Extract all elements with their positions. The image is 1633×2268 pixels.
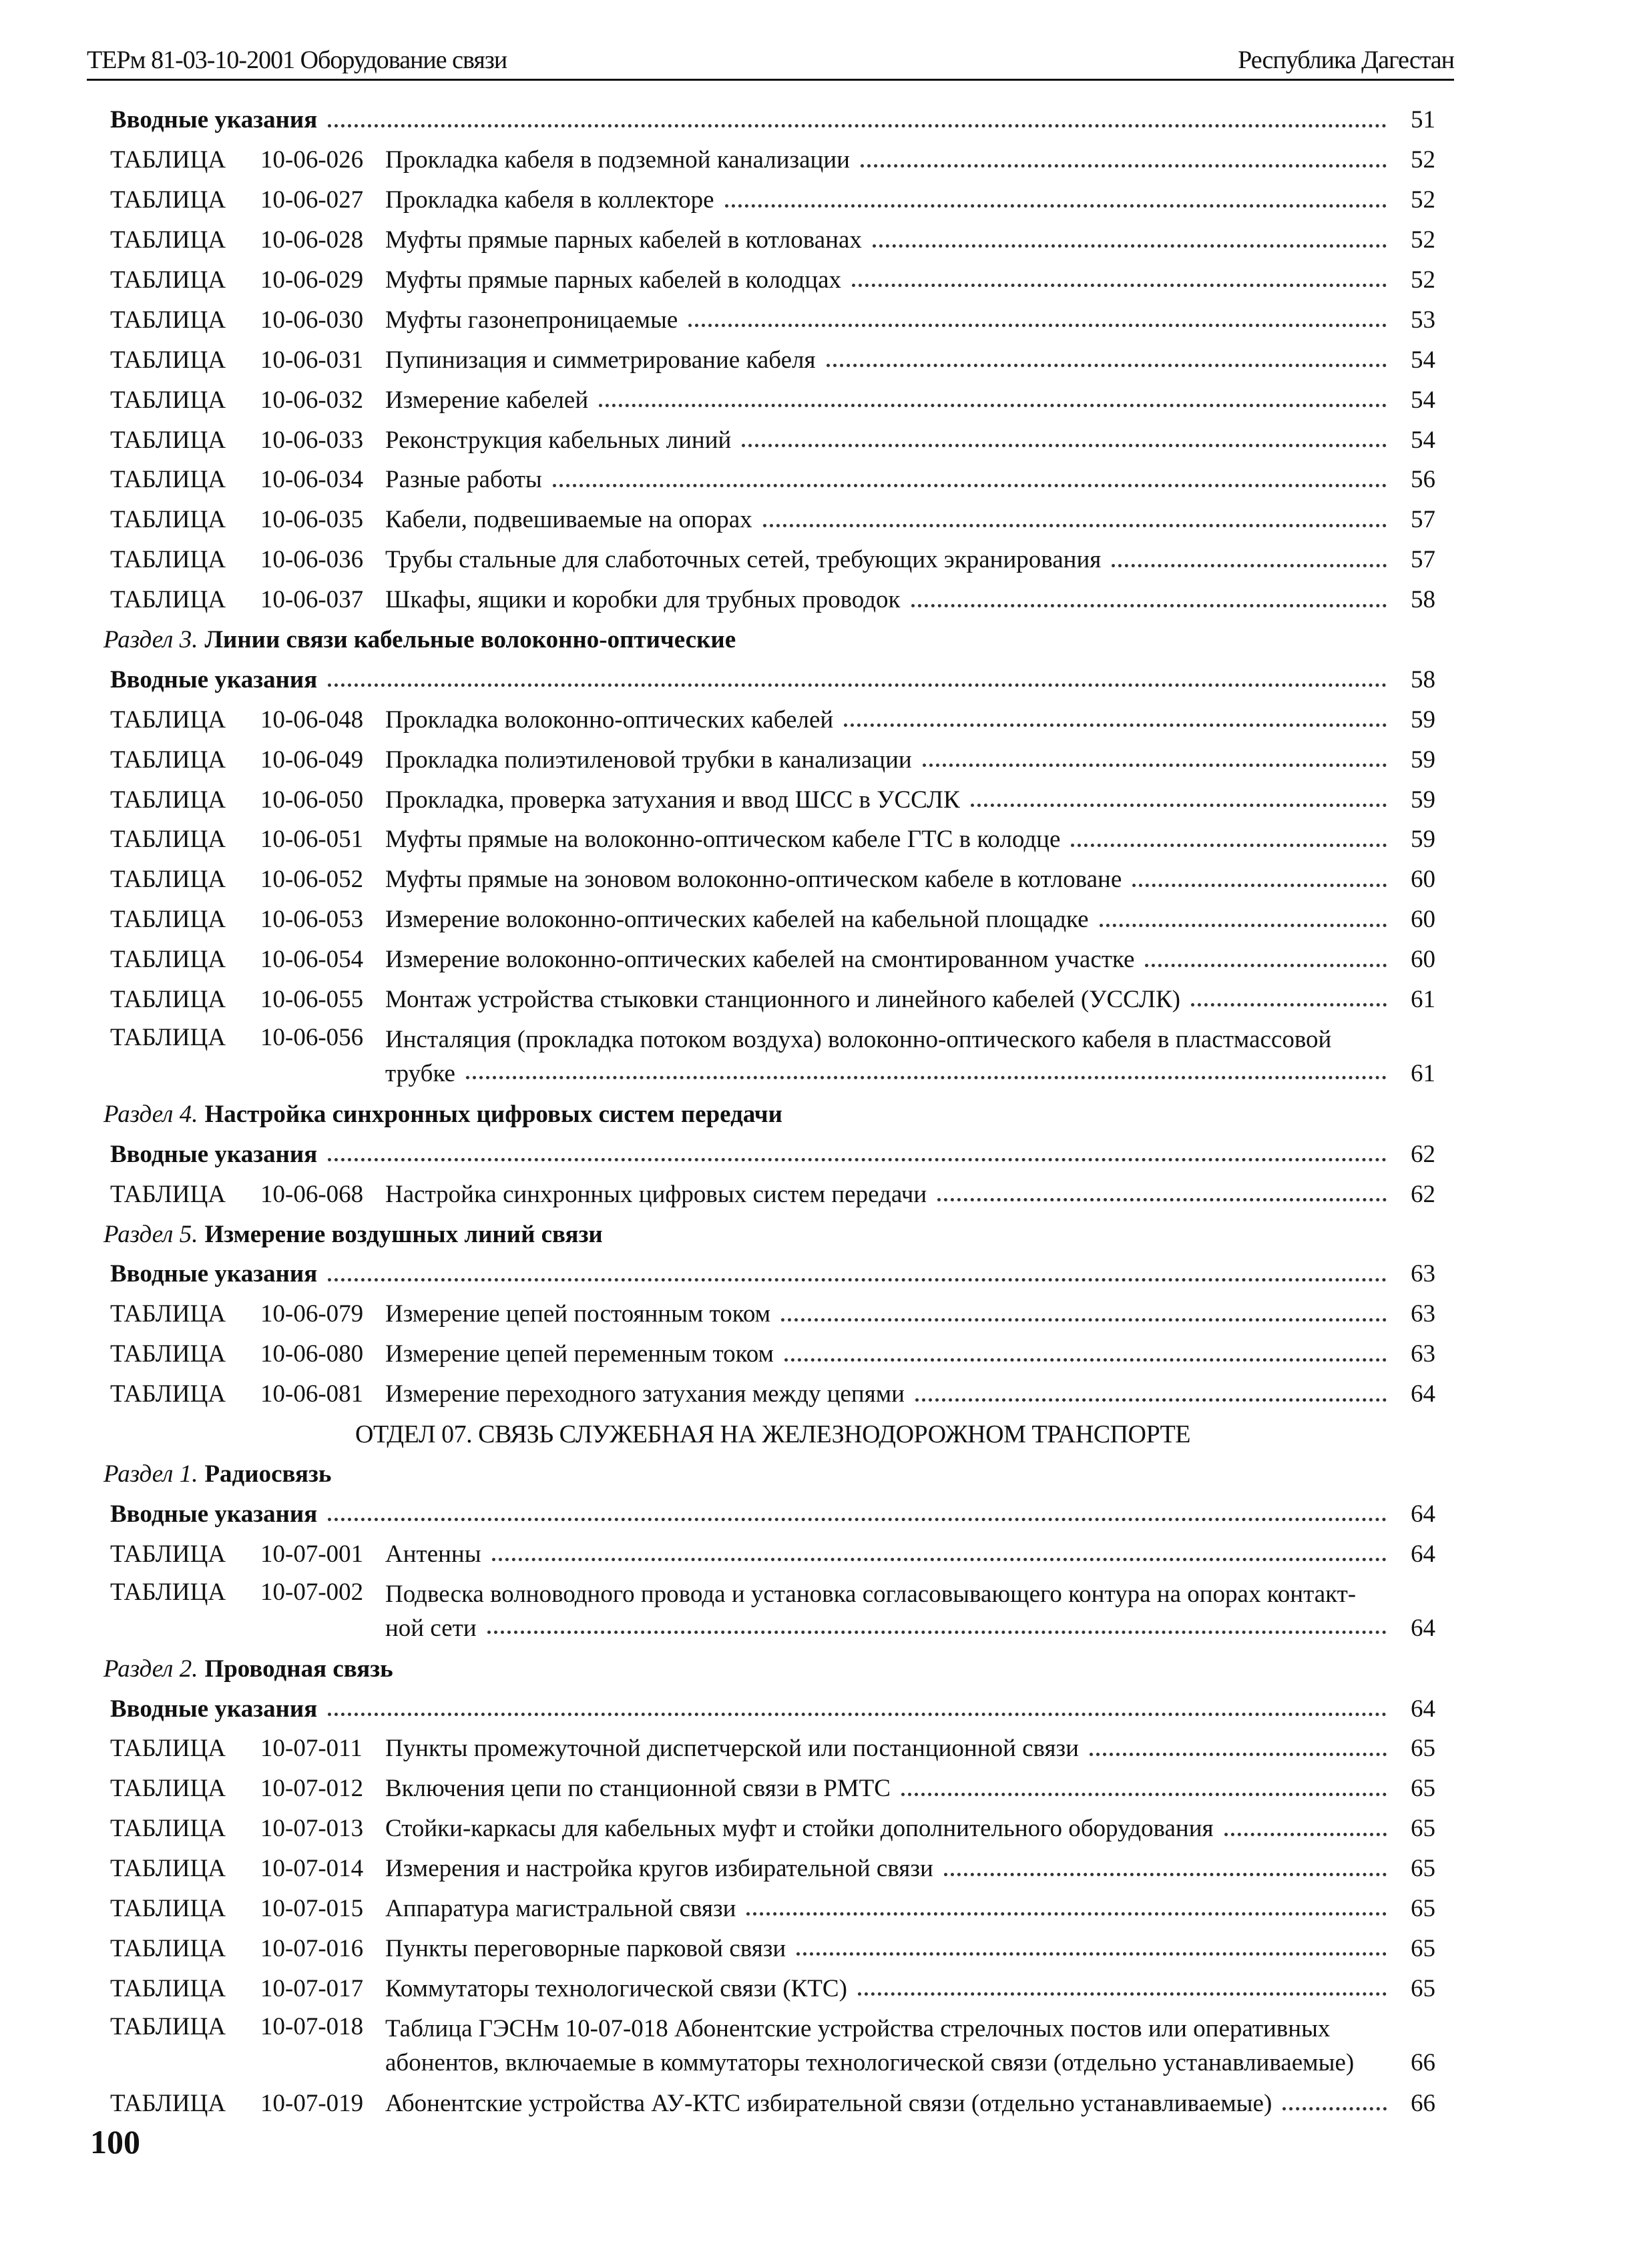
table-label: ТАБЛИЦА <box>110 186 226 214</box>
dot-leader <box>911 604 1387 607</box>
page-ref: 53 <box>1411 306 1435 334</box>
toc-table-row[interactable] <box>110 340 1435 380</box>
dot-leader <box>827 364 1387 367</box>
page-ref: 56 <box>1411 466 1435 494</box>
table-title: Пункты промежуточной диспетчерской или постанционной связи <box>385 1735 1079 1763</box>
dot-leader <box>688 324 1387 327</box>
table-number: 10-06-037 <box>260 586 364 614</box>
table-label: ТАБЛИЦА <box>110 1380 226 1408</box>
dot-leader <box>487 1631 1387 1634</box>
table-title-block <box>385 1578 1435 1645</box>
table-number: 10-06-028 <box>260 226 364 254</box>
toc-table-row[interactable] <box>110 220 1435 260</box>
dot-leader <box>861 164 1387 168</box>
toc-table-row[interactable] <box>110 140 1435 180</box>
toc-intro-row[interactable] <box>110 1254 1435 1294</box>
table-label: ТАБЛИЦА <box>110 786 226 814</box>
table-title: Пункты переговорные парковой связи <box>385 1934 786 1962</box>
table-title: Муфты газонепроницаемые <box>385 306 678 334</box>
table-number: 10-06-051 <box>260 826 364 854</box>
page-ref: 66 <box>1411 2089 1435 2117</box>
page-ref: 64 <box>1411 1500 1435 1528</box>
toc-table-row[interactable] <box>110 380 1435 420</box>
table-title: Муфты прямые парных кабелей в котлованах <box>385 226 862 254</box>
table-title: Прокладка волоконно-оптических кабелей <box>385 705 834 734</box>
dot-leader <box>1100 924 1387 927</box>
page-ref: 60 <box>1411 866 1435 894</box>
dot-leader <box>971 804 1387 807</box>
section-heading <box>103 1094 1435 1134</box>
page-ref: 62 <box>1411 1140 1435 1168</box>
toc-table-row[interactable] <box>110 1968 1435 2008</box>
toc-intro-row[interactable] <box>110 1134 1435 1174</box>
table-title-block <box>385 2012 1435 2079</box>
page-ref: 62 <box>1411 1180 1435 1208</box>
table-label: ТАБЛИЦА <box>110 906 226 934</box>
section-label: Раздел 1. <box>103 1460 198 1488</box>
table-title: Стойки-каркасы для кабельных муфт и стойки дополнительного оборудования <box>385 1815 1214 1843</box>
toc-table-row[interactable] <box>110 1809 1435 1849</box>
section-heading <box>103 1649 1435 1689</box>
dot-leader <box>1112 564 1387 567</box>
table-number: 10-06-080 <box>260 1340 364 1368</box>
page-ref: 64 <box>1411 1695 1435 1723</box>
dot-leader <box>1132 884 1387 887</box>
table-title: Трубы стальные для слаботочных сетей, требующих экранирования <box>385 546 1102 574</box>
table-of-contents <box>103 100 1435 2123</box>
toc-table-row[interactable] <box>110 420 1435 460</box>
table-label: ТАБЛИЦА <box>110 506 226 534</box>
table-number: 10-06-053 <box>260 906 364 934</box>
table-title-line2: ной сети <box>385 1614 477 1642</box>
table-title: Прокладка полиэтиленовой трубки в канализации <box>385 746 912 774</box>
dot-leader <box>466 1076 1387 1079</box>
page-ref: 64 <box>1411 1540 1435 1568</box>
toc-table-row[interactable] <box>110 980 1435 1020</box>
dot-leader <box>858 1992 1387 1996</box>
table-label: ТАБЛИЦА <box>110 986 226 1014</box>
dot-leader <box>328 1278 1387 1282</box>
table-number: 10-06-052 <box>260 866 364 894</box>
table-title: Включения цепи по станционной связи в РМТС <box>385 1775 891 1803</box>
table-label: ТАБЛИЦА <box>110 705 226 734</box>
table-title: Измерение цепей постоянным током <box>385 1300 771 1328</box>
toc-table-row[interactable] <box>110 1849 1435 1889</box>
dot-leader <box>937 1198 1387 1201</box>
page-ref: 52 <box>1411 226 1435 254</box>
table-number: 10-06-027 <box>260 186 364 214</box>
page-ref: 59 <box>1411 705 1435 734</box>
page-ref: 54 <box>1411 426 1435 454</box>
table-label: ТАБЛИЦА <box>110 306 226 334</box>
intro-title: Вводные указания <box>110 106 318 134</box>
page-ref: 65 <box>1411 1735 1435 1763</box>
table-title-block <box>385 1023 1435 1090</box>
table-number: 10-07-019 <box>260 2089 364 2117</box>
table-title: Инсталяция (прокладка потоком воздуха) волоконно-оптического кабеля в пластмассовой <box>385 1026 1332 1054</box>
page-ref: 65 <box>1411 1894 1435 1922</box>
table-label: ТАБЛИЦА <box>110 2013 226 2041</box>
section-title: Линии связи кабельные волоконно-оптические <box>204 626 736 654</box>
page-ref: 65 <box>1411 1974 1435 2002</box>
table-title: Прокладка, проверка затухания и ввод ШСС в УССЛК <box>385 786 960 814</box>
table-number: 10-06-034 <box>260 466 364 494</box>
table-title: Измерение переходного затухания между цепями <box>385 1380 905 1408</box>
intro-title: Вводные указания <box>110 1500 318 1528</box>
dot-leader <box>599 404 1387 407</box>
table-title: Измерение кабелей <box>385 386 589 414</box>
table-title: Настройка синхронных цифровых систем передачи <box>385 1180 927 1208</box>
toc-table-row[interactable] <box>110 1334 1435 1374</box>
table-number: 10-06-032 <box>260 386 364 414</box>
page-ref: 58 <box>1411 586 1435 614</box>
table-number: 10-07-012 <box>260 1775 364 1803</box>
dot-leader <box>915 1398 1387 1402</box>
table-title: Антенны <box>385 1540 481 1568</box>
dot-leader <box>873 244 1387 248</box>
table-label: ТАБЛИЦА <box>110 1775 226 1803</box>
toc-table-row[interactable] <box>110 699 1435 740</box>
table-title: Пупинизация и симметрирование кабеля <box>385 346 816 374</box>
table-title: Таблица ГЭСНм 10-07-018 Абонентские устройства стрелочных постов или оперативных <box>385 2015 1331 2043</box>
table-number: 10-07-001 <box>260 1540 364 1568</box>
section-label: Раздел 4. <box>103 1100 198 1128</box>
toc-table-row[interactable] <box>110 1574 1435 1649</box>
table-number: 10-06-081 <box>260 1380 364 1408</box>
page-ref: 54 <box>1411 386 1435 414</box>
table-number: 10-06-033 <box>260 426 364 454</box>
dot-leader <box>328 1713 1387 1716</box>
page-ref: 54 <box>1411 346 1435 374</box>
page-ref: 63 <box>1411 1300 1435 1328</box>
table-number: 10-06-050 <box>260 786 364 814</box>
table-number: 10-06-056 <box>260 1024 364 1052</box>
toc-table-row[interactable] <box>110 1889 1435 1929</box>
toc-table-row[interactable] <box>110 500 1435 540</box>
page-ref: 65 <box>1411 1815 1435 1843</box>
table-title: Прокладка кабеля в подземной канализации <box>385 146 850 174</box>
page-ref: 61 <box>1411 1059 1435 1087</box>
toc-table-row[interactable] <box>110 2008 1435 2083</box>
section-heading <box>103 1454 1435 1494</box>
toc-table-row[interactable] <box>110 1769 1435 1809</box>
table-title-continued <box>385 1611 1435 1645</box>
table-number: 10-06-068 <box>260 1180 364 1208</box>
toc-table-row[interactable] <box>110 780 1435 820</box>
toc-table-row[interactable] <box>110 2083 1435 2123</box>
table-number: 10-07-018 <box>260 2013 364 2041</box>
dot-leader <box>1090 1753 1387 1756</box>
toc-table-row[interactable] <box>110 740 1435 780</box>
table-number: 10-06-048 <box>260 705 364 734</box>
toc-table-row[interactable] <box>110 1729 1435 1769</box>
dot-leader <box>852 284 1387 287</box>
page-ref: 52 <box>1411 266 1435 294</box>
header-document-code: ТЕРм 81-03-10-2001 Оборудование связи <box>87 46 507 74</box>
dot-leader <box>328 683 1387 687</box>
dot-leader <box>796 1952 1387 1956</box>
page-ref: 65 <box>1411 1775 1435 1803</box>
dot-leader <box>553 484 1387 487</box>
table-title: Измерение цепей переменным током <box>385 1340 774 1368</box>
page-ref: 65 <box>1411 1934 1435 1962</box>
table-title-line2: абонентов, включаемые в коммутаторы технологической связи (отдельно устанавливаемые) <box>385 2048 1355 2076</box>
table-number: 10-07-013 <box>260 1815 364 1843</box>
table-number: 10-06-031 <box>260 346 364 374</box>
page-ref: 60 <box>1411 946 1435 974</box>
dot-leader <box>725 204 1387 208</box>
table-title-continued <box>385 2046 1435 2079</box>
toc-intro-row[interactable] <box>110 1494 1435 1534</box>
section-title: Настройка синхронных цифровых систем передачи <box>204 1100 782 1128</box>
section-title: Проводная связь <box>204 1655 393 1683</box>
table-label: ТАБЛИЦА <box>110 1855 226 1883</box>
toc-table-row[interactable] <box>110 820 1435 860</box>
table-label: ТАБЛИЦА <box>110 2089 226 2117</box>
table-label: ТАБЛИЦА <box>110 226 226 254</box>
dot-leader <box>328 124 1387 127</box>
table-title: Разные работы <box>385 466 542 494</box>
table-label: ТАБЛИЦА <box>110 746 226 774</box>
toc-table-row[interactable] <box>110 1374 1435 1414</box>
table-label: ТАБЛИЦА <box>110 1815 226 1843</box>
toc-table-row[interactable] <box>110 300 1435 340</box>
dot-leader <box>742 444 1387 447</box>
table-label: ТАБЛИЦА <box>110 1300 226 1328</box>
table-title-line2: трубке <box>385 1059 455 1087</box>
dot-leader <box>746 1912 1387 1916</box>
header-region: Республика Дагестан <box>1238 46 1454 74</box>
dot-leader <box>781 1318 1387 1322</box>
page-ref: 59 <box>1411 746 1435 774</box>
intro-title: Вводные указания <box>110 665 318 693</box>
table-title: Абонентские устройства АУ-КТС избирательной связи (отдельно устанавливаемые) <box>385 2089 1272 2117</box>
table-title: Аппаратура магистральной связи <box>385 1894 736 1922</box>
table-label: ТАБЛИЦА <box>110 1934 226 1962</box>
page-ref: 61 <box>1411 986 1435 1014</box>
running-header <box>87 41 1454 81</box>
dot-leader <box>1191 1003 1387 1007</box>
table-number: 10-06-054 <box>260 946 364 974</box>
table-label: ТАБЛИЦА <box>110 1974 226 2002</box>
table-label: ТАБЛИЦА <box>110 466 226 494</box>
toc-table-row[interactable] <box>110 900 1435 940</box>
table-label: ТАБЛИЦА <box>110 1540 226 1568</box>
dot-leader <box>1282 2107 1387 2110</box>
table-label: ТАБЛИЦА <box>110 1340 226 1368</box>
table-title: Измерение волоконно-оптических кабелей на кабельной площадке <box>385 906 1089 934</box>
table-title-continued <box>385 1057 1435 1090</box>
page-ref: 66 <box>1411 2048 1435 2076</box>
table-label: ТАБЛИЦА <box>110 1735 226 1763</box>
dot-leader <box>923 764 1387 767</box>
table-number: 10-07-017 <box>260 1974 364 2002</box>
table-number: 10-06-030 <box>260 306 364 334</box>
table-label: ТАБЛИЦА <box>110 346 226 374</box>
table-title: Муфты прямые на волоконно-оптическом кабеле ГТС в колодце <box>385 826 1061 854</box>
table-title: Измерение волоконно-оптических кабелей на смонтированном участке <box>385 946 1135 974</box>
page-number: 100 <box>90 2123 140 2161</box>
table-number: 10-06-036 <box>260 546 364 574</box>
section-label: Раздел 3. <box>103 626 198 654</box>
table-label: ТАБЛИЦА <box>110 1579 226 1607</box>
table-number: 10-07-016 <box>260 1934 364 1962</box>
dot-leader <box>1224 1833 1387 1836</box>
toc-table-row[interactable] <box>110 940 1435 980</box>
page-ref: 51 <box>1411 106 1435 134</box>
table-number: 10-06-049 <box>260 746 364 774</box>
table-title: Измерения и настройка кругов избирательной связи <box>385 1855 933 1883</box>
table-label: ТАБЛИЦА <box>110 586 226 614</box>
dot-leader <box>763 524 1387 527</box>
section-heading <box>103 1214 1435 1254</box>
toc-table-row[interactable] <box>110 1294 1435 1334</box>
page-ref: 57 <box>1411 546 1435 574</box>
page-ref: 59 <box>1411 826 1435 854</box>
toc-table-row[interactable] <box>110 180 1435 220</box>
dot-leader <box>1071 844 1387 847</box>
table-number: 10-07-011 <box>260 1735 363 1763</box>
page-ref: 64 <box>1411 1614 1435 1642</box>
table-title: Подвеска волноводного провода и установка согласовывающего контура на опорах контакт- <box>385 1581 1357 1609</box>
table-label: ТАБЛИЦА <box>110 1894 226 1922</box>
table-title: Шкафы, ящики и коробки для трубных проводок <box>385 586 901 614</box>
dot-leader <box>844 724 1387 727</box>
section-label: Раздел 5. <box>103 1220 198 1248</box>
page-ref: 65 <box>1411 1855 1435 1883</box>
dot-leader <box>901 1793 1387 1796</box>
page-ref: 58 <box>1411 665 1435 693</box>
table-title: Муфты прямые парных кабелей в колодцах <box>385 266 842 294</box>
toc-table-row[interactable] <box>110 1174 1435 1214</box>
intro-title: Вводные указания <box>110 1695 318 1723</box>
table-label: ТАБЛИЦА <box>110 266 226 294</box>
toc-table-row[interactable] <box>110 260 1435 300</box>
dot-leader <box>1145 964 1387 967</box>
intro-title: Вводные указания <box>110 1140 318 1168</box>
table-label: ТАБЛИЦА <box>110 826 226 854</box>
dot-leader <box>944 1873 1387 1876</box>
table-label: ТАБЛИЦА <box>110 426 226 454</box>
section-label: Раздел 2. <box>103 1655 198 1683</box>
toc-table-row[interactable] <box>110 460 1435 500</box>
table-label: ТАБЛИЦА <box>110 946 226 974</box>
page-ref: 64 <box>1411 1380 1435 1408</box>
page-ref: 57 <box>1411 506 1435 534</box>
page-ref: 59 <box>1411 786 1435 814</box>
table-title: Муфты прямые на зоновом волоконно-оптическом кабеле в котловане <box>385 866 1122 894</box>
table-label: ТАБЛИЦА <box>110 866 226 894</box>
table-title: Кабели, подвешиваемые на опорах <box>385 506 752 534</box>
division-heading: ОТДЕЛ 07. СВЯЗЬ СЛУЖЕБНАЯ НА ЖЕЛЕЗНОДОРОЖНОМ ТРАНСПОРТЕ <box>355 1420 1190 1448</box>
table-title: Реконструкция кабельных линий <box>385 426 732 454</box>
section-title: Радиосвязь <box>204 1460 332 1488</box>
table-number: 10-06-029 <box>260 266 364 294</box>
table-label: ТАБЛИЦА <box>110 546 226 574</box>
table-number: 10-06-026 <box>260 146 364 174</box>
intro-title: Вводные указания <box>110 1260 318 1288</box>
table-label: ТАБЛИЦА <box>110 386 226 414</box>
toc-table-row[interactable] <box>110 580 1435 620</box>
table-label: ТАБЛИЦА <box>110 1180 226 1208</box>
dot-leader <box>328 1158 1387 1161</box>
dot-leader <box>492 1558 1387 1561</box>
toc-table-row[interactable] <box>110 540 1435 580</box>
toc-intro-row[interactable] <box>110 659 1435 699</box>
table-label: ТАБЛИЦА <box>110 1024 226 1052</box>
table-number: 10-07-002 <box>260 1579 364 1607</box>
table-title: Коммутаторы технологической связи (КТС) <box>385 1974 847 2002</box>
page-ref: 52 <box>1411 186 1435 214</box>
table-number: 10-07-015 <box>260 1894 364 1922</box>
table-number: 10-06-055 <box>260 986 364 1014</box>
section-title: Измерение воздушных линий связи <box>204 1220 603 1248</box>
dot-leader <box>328 1518 1387 1521</box>
page-ref: 63 <box>1411 1340 1435 1368</box>
table-number: 10-06-035 <box>260 506 364 534</box>
toc-table-row[interactable] <box>110 1534 1435 1574</box>
table-number: 10-06-079 <box>260 1300 364 1328</box>
toc-intro-row[interactable] <box>110 100 1435 140</box>
page-ref: 60 <box>1411 906 1435 934</box>
toc-intro-row[interactable] <box>110 1689 1435 1729</box>
dot-leader <box>784 1358 1387 1362</box>
page-ref: 63 <box>1411 1260 1435 1288</box>
table-label: ТАБЛИЦА <box>110 146 226 174</box>
table-title: Монтаж устройства стыковки станционного и линейного кабелей (УССЛК) <box>385 986 1180 1014</box>
toc-table-row[interactable] <box>110 860 1435 900</box>
page-ref: 52 <box>1411 146 1435 174</box>
toc-table-row[interactable] <box>110 1019 1435 1094</box>
table-number: 10-07-014 <box>260 1855 364 1883</box>
toc-table-row[interactable] <box>110 1928 1435 1968</box>
section-heading <box>103 620 1435 660</box>
table-title: Прокладка кабеля в коллекторе <box>385 186 714 214</box>
